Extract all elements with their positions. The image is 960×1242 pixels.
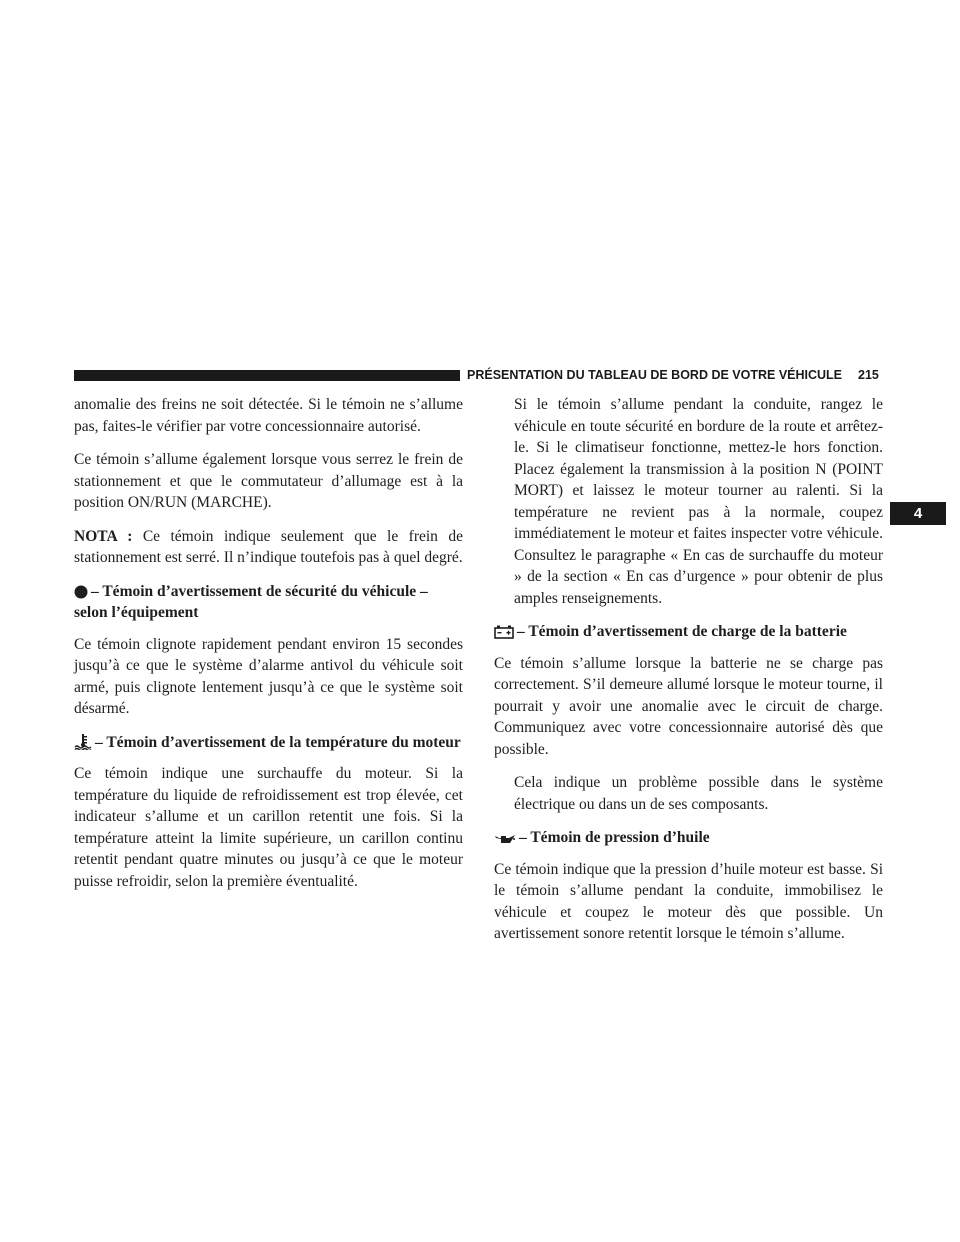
paragraph: Cela indique un problème possible dans le système électrique ou dans un de ses composants. (514, 774, 883, 813)
header-rule (74, 370, 460, 381)
page-number: 215 (858, 368, 879, 382)
temperature-heading (74, 732, 463, 754)
paragraph: Ce témoin indique que la pression d’huile moteur est basse. Si le témoin s’allume pendant la conduite, immobilisez le véhicule et coupez le moteur dès que possible. Un avertissement sonore retentit lorsque le témoin s’allume. (494, 860, 883, 942)
security-dot-icon (74, 585, 88, 599)
nota-label: NOTA : (74, 527, 133, 545)
security-heading-text: – Témoin d’avertissement de sécurité du véhicule – selon l’équipement (74, 582, 428, 621)
oil-can-icon (494, 833, 516, 845)
chapter-tab: 4 (890, 502, 946, 525)
battery-icon (494, 625, 514, 639)
coolant-temperature-icon (74, 734, 92, 750)
security-heading (74, 581, 463, 624)
temperature-heading-text: – Témoin d’avertissement de la température du moteur (95, 733, 461, 751)
page-header-title: PRÉSENTATION DU TABLEAU DE BORD DE VOTRE VÉHICULE (467, 368, 843, 382)
right-column (494, 394, 883, 957)
oil-heading-text: – Témoin de pression d’huile (519, 829, 710, 846)
nota-paragraph (74, 526, 463, 569)
paragraph: Ce témoin s’allume lorsque la batterie ne se charge pas correctement. S’il demeure allumé lorsque le moteur tourne, il pourrait y avoir une anomalie avec le circuit de charge. Communiquez avec votre concessionnaire autorisé dès que possible. (494, 654, 883, 758)
paragraph: anomalie des freins ne soit détectée. Si le témoin ne s’allume pas, faites-le vérifier par votre concessionnaire autorisé. (74, 396, 463, 435)
paragraph: Si le témoin s’allume pendant la conduite, rangez le véhicule en toute sécurité en bordure de la route et arrêtez-le. Si le climatiseur fonctionne, mettez-le hors fonction. Placez également la transmission à la position N (POINT MORT) et laissez le moteur tourner au ralenti. Si la température ne revient pas à la normale, coupez immédiatement le moteur et faites inspecter votre véhicule. Consultez le paragraphe « En cas de surchauffe du moteur » de la section « En cas d’urgence » pour obtenir de plus amples renseignements. (514, 396, 883, 607)
paragraph: Ce témoin clignote rapidement pendant environ 15 secondes jusqu’à ce que le système d’alarme antivol du véhicule soit armé, puis clignote lentement jusqu’à ce que le système soit désarmé. (74, 635, 463, 717)
battery-heading-text: – Témoin d’avertissement de charge de la batterie (517, 623, 847, 640)
paragraph: Ce témoin indique une surchauffe du moteur. Si la température du liquide de refroidissement est trop élevée, cet indicateur s’allume et un carillon retentit une fois. Si la température atteint la limite supérieure, un carillon continu retentit pendant quatre minutes ou jusqu’à ce que le moteur puisse refroidir, selon la première éventualité. (74, 765, 463, 890)
left-column (74, 394, 463, 904)
paragraph: Ce témoin s’allume également lorsque vous serrez le frein de stationnement et que le commutateur d’allumage est à la position ON/RUN (MARCHE). (74, 451, 463, 511)
nota-text: Ce témoin indique seulement que le frein de stationnement est serré. Il n’indique toutefois pas à quel degré. (74, 527, 463, 566)
battery-heading (494, 621, 883, 643)
oil-heading (494, 827, 883, 849)
